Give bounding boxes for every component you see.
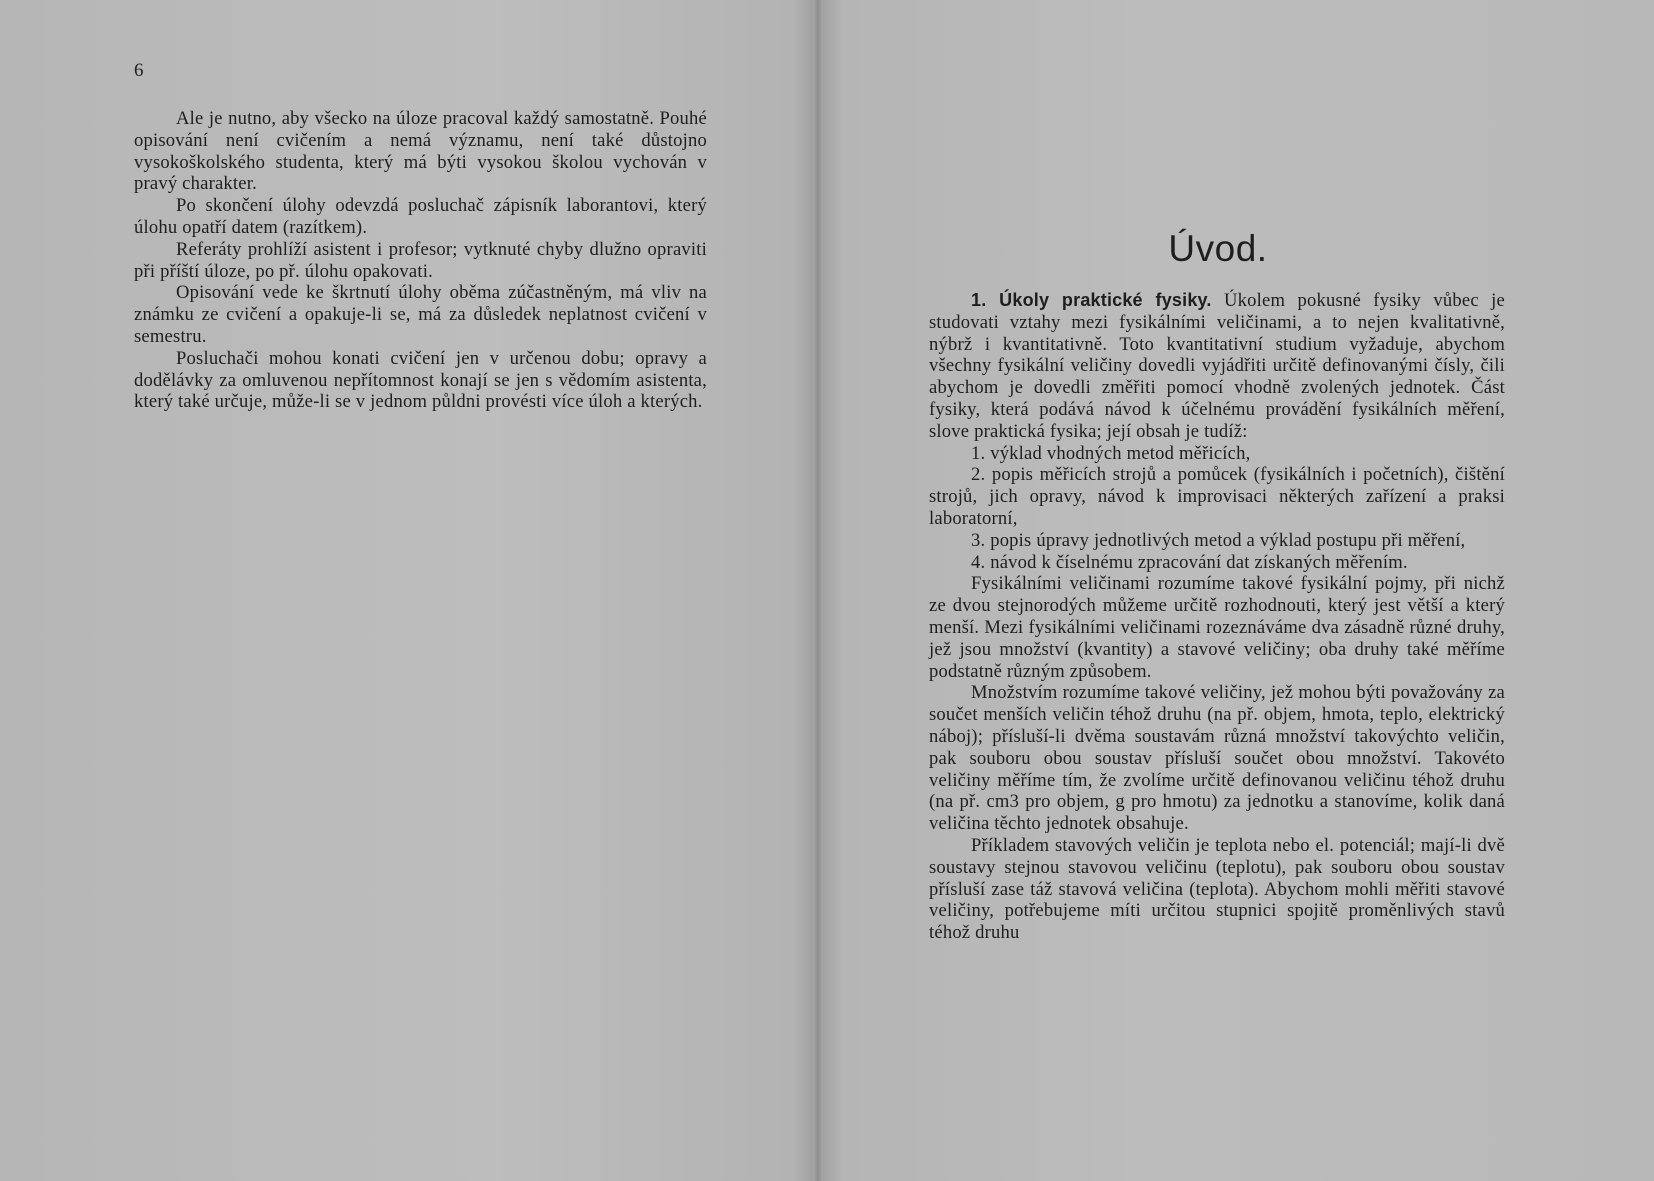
left-paragraph-4: Opisování vede ke škrtnutí úlohy oběma zúčastněným, má vliv na známku ze cvičení a opakuje-li se, má za důsledek neplatnost cvičení v semestru. <box>134 282 707 347</box>
right-paragraph-2: Fysikálními veličinami rozumíme takové fysikální pojmy, při nichž ze dvou stejnorodých můžeme určitě rozhodnouti, který jest větší a který menší. Mezi fysikálními veličinami rozeznáváme dva zásadně různé druhy, jež jsou množství (kvantity) a stavové veličiny; oba druhy také měříme podstatně různým způsobem. <box>929 573 1505 682</box>
right-paragraph-4: Příkladem stavových veličin je teplota nebo el. potenciál; mají-li dvě soustavy stejnou stavovou veličinu (teplotu), pak souboru obou soustav přísluší zase táž stavová veličina (teplota). Abychom mohli měřiti stavové veličiny, potřebujeme míti určitou stupnici spojitě proměnlivých stavů téhož druhu <box>929 834 1505 944</box>
page-number: 6 <box>134 60 144 81</box>
right-page <box>818 0 1654 1181</box>
left-paragraph-2: Po skončení úlohy odevzdá posluchač zápisník laborantovi, který úlohu opatří datem (razítkem). <box>134 195 707 238</box>
left-page-text <box>134 108 707 413</box>
list-item-1: 1. výklad vhodných metod měřicích, <box>971 442 1251 464</box>
list-item-4: 4. návod k číselnému zpracování dat získaných měřením. <box>971 551 1408 573</box>
left-paragraph-5: Posluchači mohou konati cvičení jen v určenou dobu; opravy a dodělávky za omluvenou nepřítomnost konají se jen s vědomím asistenta, který také určuje, může-li se v jednom půldni provésti více úloh a kterých. <box>134 347 707 413</box>
left-page <box>0 0 818 1181</box>
right-page-text <box>929 290 1505 944</box>
left-paragraph-1: Ale je nutno, aby všecko na úloze pracoval každý samostatně. Pouhé opisování není cvičením a nemá významu, není také důstojno vysokoškolského studenta, který má býti vysokou školou vychován v pravý charakter. <box>134 108 707 195</box>
right-paragraph-3: Množstvím rozumíme takové veličiny, jež mohou býti považovány za součet menších veličin téhož druhu (na př. objem, hmota, teplo, elektrický náboj); přísluší-li dvěma soustavám různá množství takovýchto veličin, pak souboru obou soustav přísluší součet obou množství. Takovéto veličiny měříme tím, že zvolíme určitě definovanou veličinu téhož druhu (na př. cm3 pro objem, g pro hmotu) za jednotku a stanovíme, kolik daná veličina těchto jednotek obsahuje. <box>929 682 1505 835</box>
section-heading: 1. Úkoly praktické fysiky. <box>971 290 1212 310</box>
book-gutter <box>813 0 823 1181</box>
list-item-2: 2. popis měřicích strojů a pomůcek (fysikálních i početních), čištění strojů, jich opravy, návod k improvisaci některých zařízení a praksi laboratorní, <box>929 464 1505 529</box>
list-item-3: 3. popis úpravy jednotlivých metod a výklad postupu při měření, <box>971 529 1466 551</box>
chapter-title: Úvod. <box>1168 228 1268 269</box>
right-paragraph-1-body: Úkolem pokusné fysiky vůbec je studovati vztahy mezi fysikálními veličinami, a to nejen kvalitativně, nýbrž i kvantitativně. Toto kvantitativní studium vyžaduje, abychom všechny fysikální veličiny dovedli vyjádřiti určitě definovanými čísly, čili abychom je dovedli změřiti pomocí vhodně zvolených jednotek. Část fysiky, která podává návod k účelnému provádění fysikálních měření, slove praktická fysika; její obsah je tudíž: <box>929 290 1505 442</box>
right-paragraph-1 <box>929 290 1505 443</box>
left-paragraph-3: Referáty prohlíží asistent i profesor; vytknuté chyby dlužno opraviti při příští úloze, po př. úlohu opakovati. <box>134 238 707 282</box>
